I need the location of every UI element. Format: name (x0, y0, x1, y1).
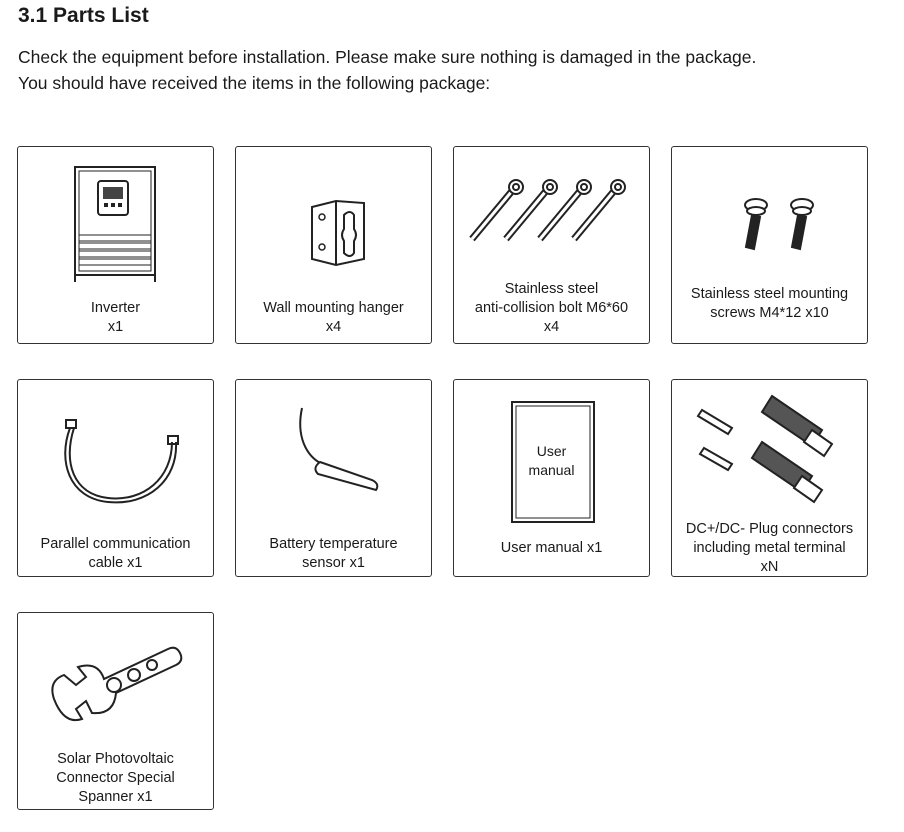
caption-line: cable x1 (88, 555, 143, 571)
part-caption (454, 280, 649, 337)
caption-line: Stainless steel (504, 281, 599, 297)
intro-line: Check the equipment before installation. Please make sure nothing is damaged in the package. (18, 47, 757, 67)
caption-line: x1 (107, 319, 124, 335)
part-card-inverter (17, 146, 214, 344)
part-caption (18, 299, 213, 337)
part-card-communication-cable (17, 379, 214, 577)
part-caption (672, 285, 867, 323)
manual-cover-text (454, 442, 649, 480)
part-caption (672, 520, 867, 577)
caption-line: Parallel communication (40, 536, 191, 552)
caption-line: including metal terminal (693, 540, 846, 556)
caption-line: User (536, 443, 567, 459)
caption-line: DC+/DC- Plug connectors (685, 521, 854, 537)
part-card-plug-connector (671, 379, 868, 577)
part-caption (18, 750, 213, 807)
part-card-anti-collision-bolt (453, 146, 650, 344)
part-card-user-manual (453, 379, 650, 577)
part-caption (236, 535, 431, 573)
caption-line: Stainless steel mounting (690, 286, 849, 302)
caption-line: Wall mounting hanger (263, 300, 404, 316)
part-card-mounting-screw (671, 146, 868, 344)
caption-line: manual (528, 462, 575, 478)
part-caption (18, 535, 213, 573)
caption-line: Connector Special (56, 770, 175, 786)
caption-line: User manual x1 (500, 540, 603, 556)
caption-line: anti-collision bolt M6*60 (474, 300, 629, 316)
caption-line: Battery temperature (269, 536, 398, 552)
caption-line: sensor x1 (302, 555, 365, 571)
part-card-temperature-sensor (235, 379, 432, 577)
part-card-spanner (17, 612, 214, 810)
part-caption (236, 299, 431, 337)
caption-line: screws M4*12 x10 (710, 305, 829, 321)
caption-line: x4 (325, 319, 342, 335)
caption-line: Solar Photovoltaic (57, 751, 174, 767)
section-intro (18, 44, 898, 96)
caption-line: Inverter (90, 300, 141, 316)
part-card-wall-hanger (235, 146, 432, 344)
caption-line: x4 (543, 319, 560, 335)
caption-line: xN (760, 559, 779, 575)
caption-line: Spanner x1 (78, 789, 153, 805)
intro-line: You should have received the items in the following package: (18, 73, 491, 93)
part-caption (454, 539, 649, 558)
section-title: 3.1 Parts List (18, 4, 149, 27)
